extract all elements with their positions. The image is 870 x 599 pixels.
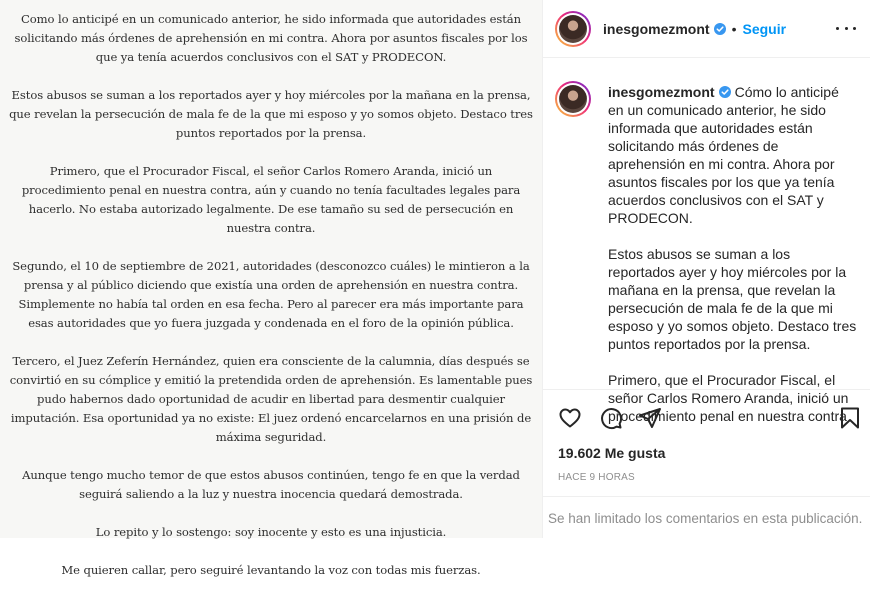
caption-paragraph-1-text: Cómo lo anticipé en un comunicado anterior, he sido informada que autoridades están solicitando más órdenes de aprehensión en mi contra. Ahora por asuntos fiscales por los que ya tenía acuerdos conclusivos con el SAT y PRODECON. bbox=[608, 84, 839, 226]
username-link[interactable]: inesgomezmont bbox=[603, 21, 710, 37]
more-options-icon[interactable] bbox=[836, 18, 856, 38]
comment-icon[interactable] bbox=[599, 406, 623, 430]
caption-username-link[interactable]: inesgomezmont bbox=[608, 84, 715, 100]
caption-paragraph-3: Primero, que el Procurador Fiscal, el señor Carlos Romero Aranda, inició un procedimiento penal en nuestra contra bbox=[608, 372, 849, 424]
likes-count[interactable]: 19.602 Me gusta bbox=[558, 445, 666, 461]
statement-paragraph-1: Como lo anticipé en un comunicado anterior, he sido informada que autoridades están solicitando más órdenes de aprehensión en mi contra. Ahora por asuntos fiscales por los que ya tenía acuerdos conclusivos con el SAT y PRODECON. bbox=[14, 12, 528, 64]
caption-paragraph-2: Estos abusos se suman a los reportados ayer y hoy miércoles por la mañana en la prensa, que revelan la persecución de mala fe de la que mi esposo y yo somos objeto. Destaco tres puntos reportados por la prensa. bbox=[608, 246, 857, 352]
caption-avatar[interactable] bbox=[555, 81, 591, 117]
caption-verified-badge-icon bbox=[719, 86, 731, 98]
share-icon[interactable] bbox=[638, 406, 662, 430]
avatar-photo bbox=[559, 15, 587, 43]
caption-area bbox=[543, 59, 870, 424]
avatar-ring bbox=[557, 13, 589, 45]
separator-dot: • bbox=[731, 21, 737, 37]
statement-paragraph-5: Tercero, el Juez Zeferín Hernández, quien era consciente de la calumnia, días después se convirtió en su cómplice y emitió la pretendida orden de aprehensión. Es lamentable pues pudo habernos dado oportunidad de acudir en libertad para desmentir cualquier imputación. Esa oportunidad ya no existe: El juez ordenó encarcelarnos en una prisión de máxima seguridad. bbox=[9, 354, 533, 444]
comments-limited-notice: Se han limitado los comentarios en esta publicación. bbox=[543, 496, 870, 539]
caption-avatar-photo bbox=[559, 85, 587, 113]
post-timestamp[interactable]: HACE 9 HORAS bbox=[558, 472, 635, 483]
avatar[interactable] bbox=[555, 11, 591, 47]
post-header bbox=[543, 0, 870, 58]
follow-button[interactable]: Seguir bbox=[742, 21, 787, 37]
statement-paragraph-8: Me quieren callar, pero seguiré levantando la voz con todas mis fuerzas. bbox=[61, 563, 481, 577]
statement-paragraph-3: Primero, que el Procurador Fiscal, el señor Carlos Romero Aranda, inició un procedimiento penal en nuestra contra, aún y cuando no tenía facultades legales para hacerlo. No estaba autorizado legalmente. De ese tamaño su sed de persecución en nuestra contra. bbox=[21, 164, 521, 235]
post-sidebar bbox=[542, 0, 869, 538]
statement-paragraph-2: Estos abusos se suman a los reportados ayer y hoy miércoles por la mañana en la prensa, que revelan la persecución de mala fe de la que mi esposo y yo somos objeto. Destaco tres puntos reportados por la prensa. bbox=[9, 88, 533, 140]
caption-avatar-ring bbox=[557, 83, 589, 115]
bookmark-icon[interactable] bbox=[838, 406, 862, 430]
heart-icon[interactable] bbox=[558, 406, 582, 430]
header-row bbox=[603, 19, 786, 39]
statement-paragraph-4: Segundo, el 10 de septiembre de 2021, autoridades (desconozco cuáles) le mintieron a la prensa y al público diciendo que existía una orden de aprehensión en nuestra contra. Simplemente no había tal orden en esa fecha. Pero al parecer era más importante para esas autoridades que yo fuera juzgada y condenada en el foro de la opinión pública. bbox=[12, 259, 530, 330]
caption-paragraph-1 bbox=[608, 84, 839, 226]
action-bar bbox=[543, 389, 870, 538]
verified-badge-icon bbox=[714, 23, 726, 35]
statement-paragraph-7: Lo repito y lo sostengo: soy inocente y esto es una injusticia. bbox=[95, 525, 447, 539]
statement-paragraph-6: Aunque tengo mucho temor de que estos abusos continúen, tengo fe en que la verdad seguirá saliendo a la luz y nuestra inocencia quedará demostrada. bbox=[22, 468, 520, 501]
statement-text bbox=[0, 10, 542, 599]
